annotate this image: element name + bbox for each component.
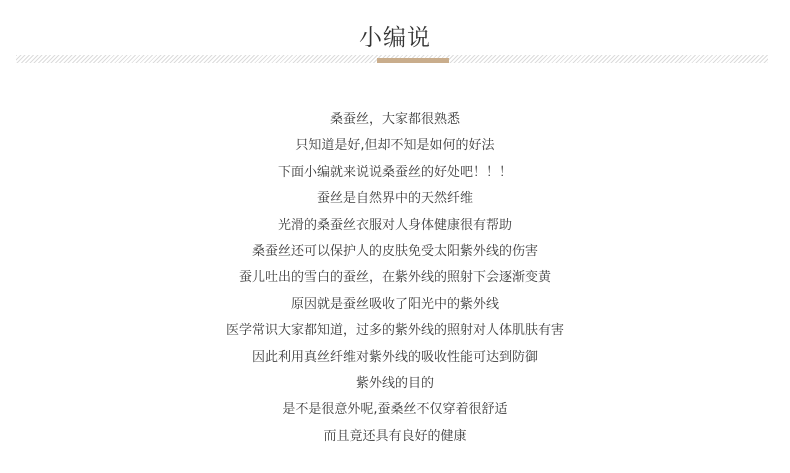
text-line: 原因就是蚕丝吸收了阳光中的紫外线	[290, 296, 499, 312]
text-line: 蚕儿吐出的雪白的蚕丝，在紫外线的照射下会逐渐变黄	[238, 270, 551, 286]
title-accent-bar	[377, 58, 449, 63]
section-header	[0, 0, 790, 70]
text-line: 紫外线的目的	[355, 375, 434, 391]
article-body	[0, 107, 790, 450]
text-line: 是不是很意外呢,蚕桑丝不仅穿着很舒适	[282, 402, 508, 418]
text-line: 蚕丝是自然界中的天然纤维	[316, 191, 473, 207]
text-line: 而且竟还具有良好的健康	[323, 428, 467, 444]
text-line: 只知道是好,但却不知是如何的好法	[295, 138, 495, 154]
text-line: 桑蚕丝，大家都很熟悉	[329, 112, 460, 127]
text-line: 因此利用真丝纤维对紫外线的吸收性能可达到防御	[251, 349, 538, 365]
text-line: 医学常识大家都知道，过多的紫外线的照射对人体肌肤有害	[225, 323, 564, 339]
text-line: 光滑的桑蚕丝衣服对人身体健康很有帮助	[277, 217, 512, 233]
text-line: 桑蚕丝还可以保护人的皮肤免受太阳紫外线的伤害	[251, 243, 538, 259]
section-title: 小编说	[359, 25, 431, 51]
text-line: 下面小编就来说说桑蚕丝的好处吧！！！	[277, 164, 512, 180]
